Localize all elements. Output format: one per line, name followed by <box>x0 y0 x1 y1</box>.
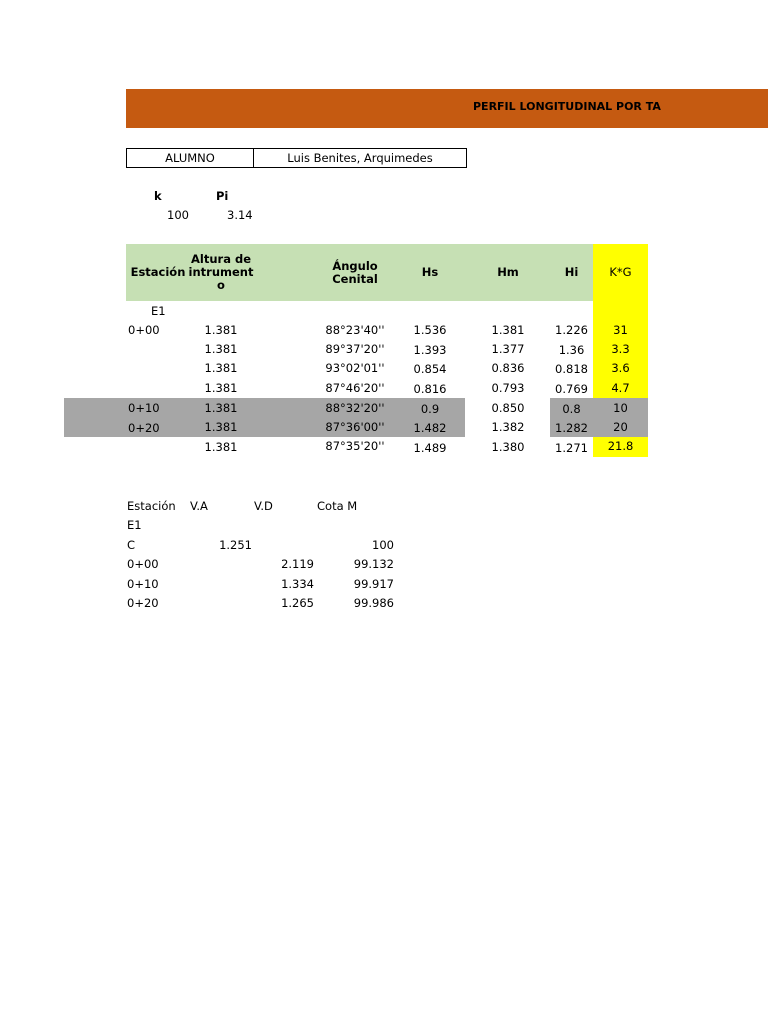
cell-hs: 0.816 <box>413 382 447 396</box>
cell-hs: 0.9 <box>420 402 440 416</box>
cell-hm: 0.793 <box>491 381 525 395</box>
lev-cell-estacion: C <box>127 538 136 552</box>
pi-value: 3.14 <box>227 208 253 222</box>
cell-kg: 31 <box>613 323 628 337</box>
station-label: E1 <box>151 304 166 318</box>
cell-hs: 1.489 <box>413 441 447 455</box>
cell-hm: 1.380 <box>491 440 525 454</box>
header-altura: Altura de intrument o <box>188 252 254 292</box>
student-name: Luis Benites, Arquimedes <box>253 148 467 168</box>
header-hm: Hm <box>497 265 519 279</box>
cell-hi: 1.36 <box>558 343 585 357</box>
lev-cell-estacion: 0+10 <box>127 577 159 591</box>
lev-header-cota: Cota M <box>317 499 358 513</box>
lev-cell-cota: 100 <box>372 538 394 552</box>
k-label: k <box>154 189 162 203</box>
cell-hm: 1.377 <box>491 342 525 356</box>
lev-cell-cota: 99.917 <box>353 577 394 591</box>
lev-cell-estacion: 0+20 <box>127 596 159 610</box>
page-title: PERFIL LONGITUDINAL POR TA <box>473 100 661 113</box>
lev-header-vd: V.D <box>254 499 273 513</box>
cell-hs: 1.482 <box>413 421 447 435</box>
cell-angulo: 87°46'20'' <box>325 381 385 395</box>
cell-kg: 21.8 <box>607 439 634 453</box>
cell-estacion: 0+00 <box>128 323 160 337</box>
cell-hi: 0.818 <box>555 362 588 376</box>
cell-altura: 1.381 <box>204 440 238 454</box>
cell-altura: 1.381 <box>204 381 238 395</box>
header-hs: Hs <box>421 265 439 279</box>
cell-angulo: 93°02'01'' <box>325 361 385 375</box>
cell-angulo: 89°37'20'' <box>325 342 385 356</box>
cell-angulo: 87°36'00'' <box>325 420 385 434</box>
cell-angulo: 88°23'40'' <box>325 323 385 337</box>
cell-hm: 0.850 <box>491 401 525 415</box>
header-kg: K*G <box>609 265 632 279</box>
title-banner <box>126 89 768 128</box>
cell-hs: 0.854 <box>413 362 447 376</box>
cell-hi: 1.271 <box>555 441 588 455</box>
cell-angulo: 87°35'20'' <box>325 439 385 453</box>
cell-estacion: 0+10 <box>128 401 160 415</box>
cell-hs: 1.393 <box>413 343 447 357</box>
cell-estacion: 0+20 <box>128 421 160 435</box>
cell-kg: 10 <box>613 401 628 415</box>
cell-hm: 1.382 <box>491 420 525 434</box>
header-estacion: Estación <box>130 265 186 279</box>
student-label: ALUMNO <box>126 148 254 168</box>
cell-kg: 4.7 <box>611 381 630 395</box>
lev-header-va: V.A <box>190 499 208 513</box>
pi-label: Pi <box>216 189 229 203</box>
cell-altura: 1.381 <box>204 342 238 356</box>
lev-cell-va: 1.251 <box>219 538 252 552</box>
header-hi: Hi <box>564 265 579 279</box>
cell-altura: 1.381 <box>204 323 238 337</box>
cell-hm: 1.381 <box>491 323 525 337</box>
lev-header-estacion: Estación <box>127 499 176 513</box>
header-angulo: Ángulo Cenital <box>332 258 378 286</box>
lev-cell-cota: 99.132 <box>353 557 394 571</box>
cell-hi: 1.226 <box>555 323 588 337</box>
cell-hi: 0.8 <box>562 402 581 416</box>
lev-cell-estacion: 0+00 <box>127 557 159 571</box>
cell-kg: 3.6 <box>611 361 630 375</box>
cell-altura: 1.381 <box>204 401 238 415</box>
cell-kg: 20 <box>613 420 628 434</box>
lev-cell-vd: 1.265 <box>281 596 314 610</box>
lev-cell-vd: 2.119 <box>281 557 314 571</box>
k-value: 100 <box>167 208 189 222</box>
cell-angulo: 88°32'20'' <box>325 401 385 415</box>
cell-altura: 1.381 <box>204 420 238 434</box>
lev-station-label: E1 <box>127 518 142 532</box>
cell-hs: 1.536 <box>413 323 447 337</box>
cell-hm: 0.836 <box>491 361 525 375</box>
lev-cell-vd: 1.334 <box>281 577 314 591</box>
lev-cell-cota: 99.986 <box>353 596 394 610</box>
cell-hi: 0.769 <box>555 382 588 396</box>
cell-hi: 1.282 <box>555 421 588 435</box>
cell-altura: 1.381 <box>204 361 238 375</box>
cell-kg: 3.3 <box>611 342 630 356</box>
